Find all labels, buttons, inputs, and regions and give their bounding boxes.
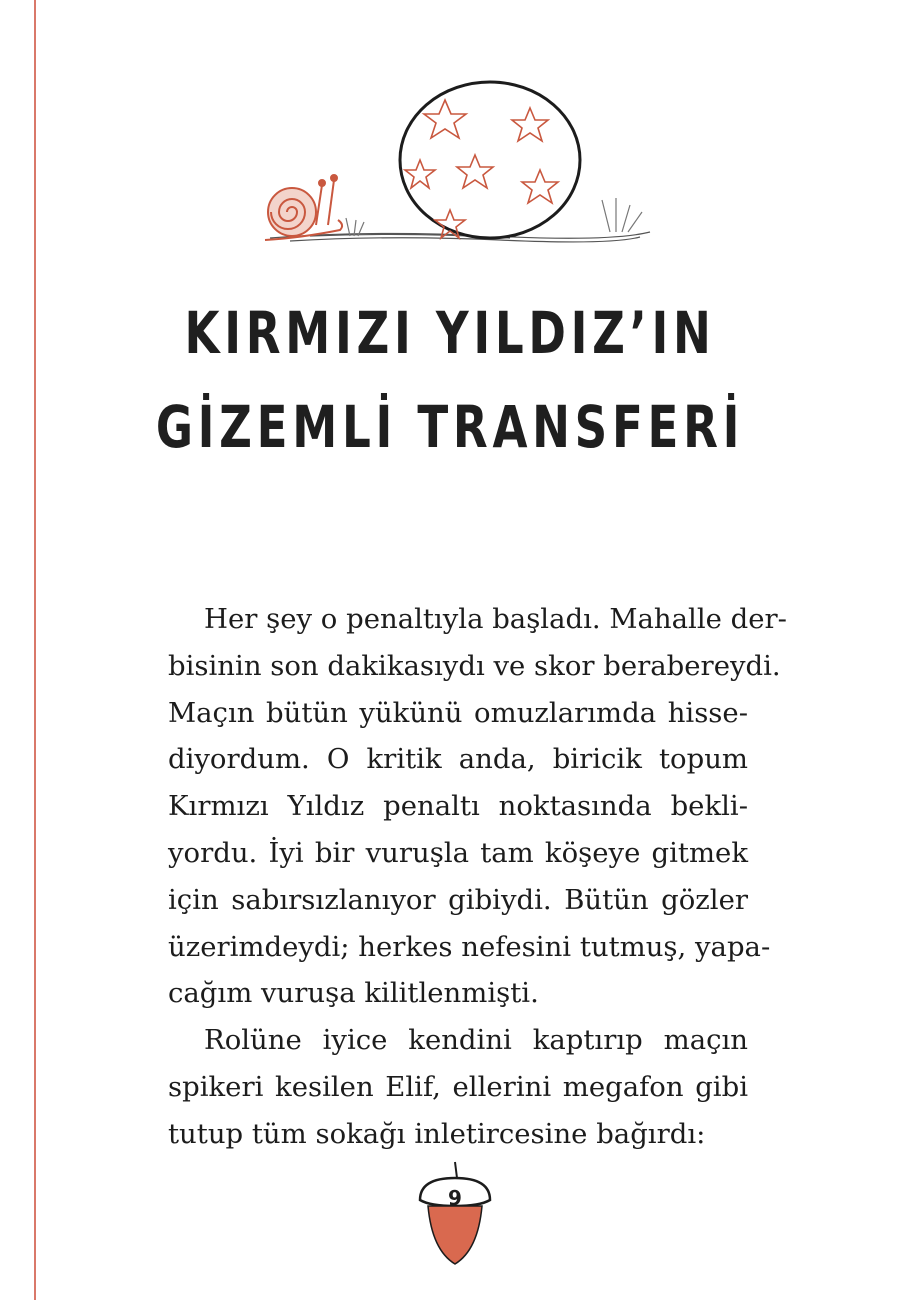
body-line: Her şey o penaltıyla başladı. Mahalle der- (204, 603, 787, 635)
body-line: yordu. İyi bir vuruşla tam köşeye gitmek (168, 836, 748, 869)
body-line: cağım vuruşa kilitlenmişti. (168, 977, 539, 1010)
star-ball-icon (400, 82, 580, 238)
page-number: 9 (448, 1186, 462, 1210)
body-line: bisinin son dakikasıydı ve skor berabereydi. (168, 649, 781, 682)
page-edge-line (34, 0, 36, 1300)
body-paragraphs (168, 596, 787, 1158)
snail-icon (265, 175, 342, 240)
body-line: için sabırsızlanıyor gibiydi. Bütün gözler (168, 883, 748, 916)
body-line: tutup tüm sokağı inletircesine bağırdı: (168, 1117, 706, 1150)
body-line: spikeri kesilen Elif, ellerini megafon gibi (168, 1070, 748, 1103)
body-line: Kırmızı Yıldız penaltı noktasında bekli- (168, 790, 748, 823)
snail-and-ball-illustration (250, 60, 670, 260)
page-number-badge (410, 1160, 500, 1270)
body-line: diyordum. O kritik anda, biricik topum (168, 743, 748, 776)
chapter-title-line-1: KIRMIZI YILDIZ’IN (184, 299, 716, 367)
chapter-title-line-2: GİZEMLİ TRANSFERİ (155, 393, 745, 461)
body-line: Rolüne iyice kendini kaptırıp maçın (204, 1024, 748, 1057)
body-line: üzerimdeydi; herkes nefesini tutmuş, yapa- (168, 930, 771, 963)
body-line: Maçın bütün yükünü omuzlarımda hisse- (168, 696, 748, 729)
acorn-icon (410, 1160, 500, 1270)
